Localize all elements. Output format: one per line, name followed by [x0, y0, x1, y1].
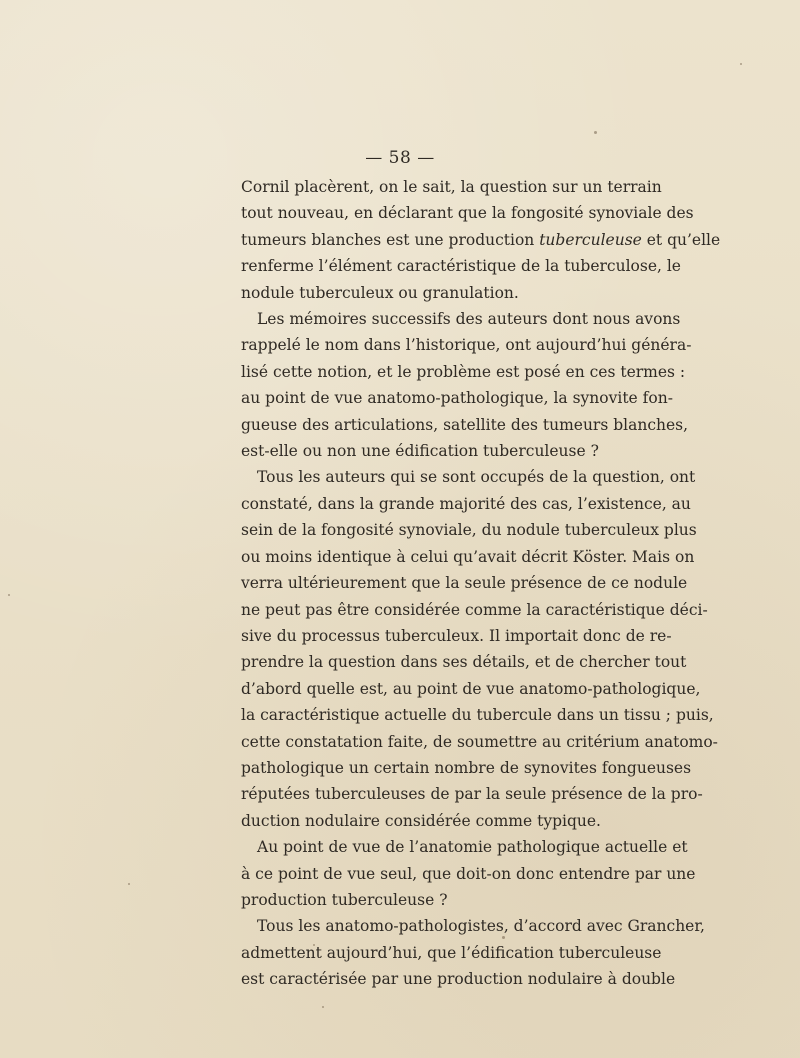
text-line: rappelé le nom dans l’historique, ont aujourd’hui généra-: [241, 336, 692, 355]
text-line: Au point de vue de l’anatomie pathologique actuelle et: [257, 838, 688, 857]
paper-speck: [502, 936, 505, 939]
text-line: prendre la question dans ses détails, et de chercher tout: [241, 653, 687, 672]
text-line: Tous les anatomo-pathologistes, d’accord avec Grancher,: [257, 917, 705, 936]
text-line: la caractéristique actuelle du tubercule dans un tissu ; puis,: [241, 706, 714, 725]
paper-speck: [8, 594, 10, 596]
text-line: au point de vue anatomo-pathologique, la synovite fon-: [241, 389, 673, 408]
text-line: lisé cette notion, et le problème est posé en ces termes :: [241, 362, 686, 381]
text-line: cette constatation faite, de soumettre au critérium anatomo-: [241, 732, 718, 751]
text-line: est caractérisée par une production nodulaire à double: [241, 970, 676, 989]
text-line-with-italic: [241, 227, 721, 253]
text-line: ou moins identique à celui qu’avait décrit Köster. Mais on: [241, 547, 695, 566]
italic-word: tuberculeuse: [539, 230, 642, 249]
text-line: à ce point de vue seul, que doit-on donc entendre par une: [241, 864, 696, 883]
text-line: Les mémoires successifs des auteurs dont nous avons: [257, 310, 681, 329]
text-line: nodule tuberculeux ou granulation.: [241, 283, 519, 302]
text-line: tout nouveau, en déclarant que la fongosité synoviale des: [241, 204, 694, 223]
text-line: renferme l’élément caractéristique de la tuberculose, le: [241, 257, 681, 276]
text-line: ne peut pas être considérée comme la caractéristique déci-: [241, 600, 708, 619]
text-line: verra ultérieurement que la seule présence de ce nodule: [241, 574, 688, 593]
paper-speck: [322, 1006, 324, 1008]
text-fragment: et qu’elle: [641, 230, 721, 249]
text-line: d’abord quelle est, au point de vue anatomo-pathologique,: [241, 679, 701, 698]
paper-speck: [740, 63, 742, 65]
text-line: constaté, dans la grande majorité des cas, l’existence, au: [241, 494, 691, 513]
page-number: — 58 —: [365, 148, 435, 168]
paper-speck: [594, 131, 597, 134]
text-line: sein de la fongosité synoviale, du nodule tuberculeux plus: [241, 521, 697, 540]
paper-speck: [313, 944, 315, 946]
text-line: est-elle ou non une édification tuberculeuse ?: [241, 442, 599, 461]
text-line: réputées tuberculeuses de par la seule présence de la pro-: [241, 785, 703, 804]
body-text: [241, 174, 721, 993]
text-line: duction nodulaire considérée comme typique.: [241, 811, 601, 830]
text-line: production tuberculeuse ?: [241, 890, 448, 909]
text-line: gueuse des articulations, satellite des tumeurs blanches,: [241, 415, 689, 434]
text-line: Tous les auteurs qui se sont occupés de la question, ont: [257, 468, 696, 487]
text-line: admettent aujourd’hui, que l’édification tuberculeuse: [241, 943, 662, 962]
text-fragment: tumeurs blanches est une production: [241, 230, 540, 249]
text-line: Cornil placèrent, on le sait, la question sur un terrain: [241, 178, 662, 196]
paper-speck: [128, 883, 130, 885]
text-line: pathologique un certain nombre de synovites fongueuses: [241, 758, 692, 777]
text-line: sive du processus tuberculeux. Il importait donc de re-: [241, 626, 672, 645]
